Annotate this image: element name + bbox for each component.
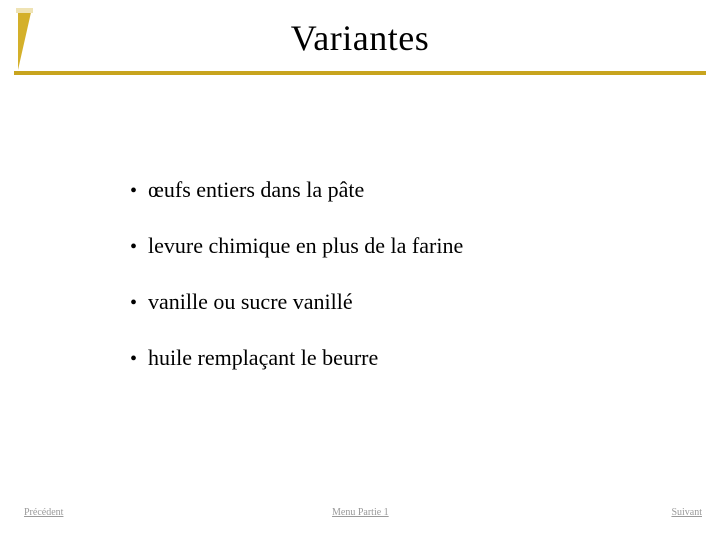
list-item-label: huile remplaçant le beurre <box>148 345 379 370</box>
bullet-point-icon: • <box>130 180 138 202</box>
list-item <box>130 343 650 374</box>
bullet-point-icon: • <box>130 236 138 258</box>
page-title: Variantes <box>290 18 430 58</box>
flag-decoration-icon <box>16 8 34 72</box>
bullet-point-icon: • <box>130 292 138 314</box>
bullet-point-icon: • <box>130 348 138 370</box>
menu-link[interactable]: Menu Partie 1 <box>332 507 389 518</box>
list-item <box>130 287 650 318</box>
list-item <box>130 175 650 206</box>
flag-top-shape <box>16 8 33 13</box>
list-item-label: œufs entiers dans la pâte <box>148 177 365 202</box>
list-item-label: levure chimique en plus de la farine <box>148 233 464 258</box>
flag-body-shape <box>18 8 32 70</box>
slide-footer-nav <box>0 506 720 526</box>
list-item-label: vanille ou sucre vanillé <box>148 289 353 314</box>
previous-link[interactable]: Précédent <box>24 507 64 518</box>
list-item <box>130 231 650 262</box>
bullet-list <box>130 175 650 399</box>
header-divider <box>14 71 706 75</box>
slide-header <box>0 0 720 80</box>
next-link[interactable]: Suivant <box>671 507 702 518</box>
